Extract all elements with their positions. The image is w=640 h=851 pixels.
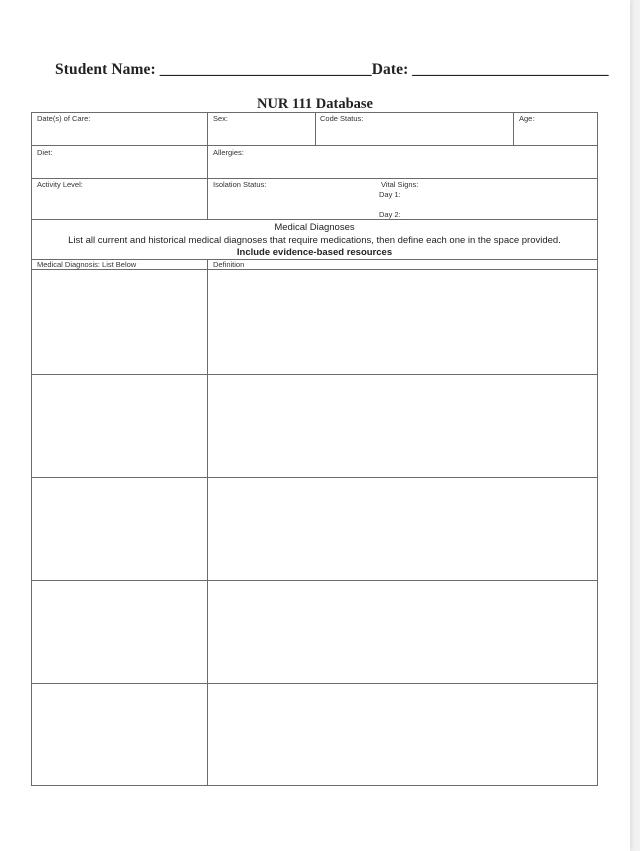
row-divider-3 [32,219,597,220]
allergies-field[interactable]: Allergies: [213,148,244,157]
sex-field[interactable]: Sex: [213,114,229,123]
col-divider-diagnoses [207,259,208,785]
header-line [55,61,609,79]
medical-diagnoses-instructions: List all current and historical medical diagnoses that require medications, then define each one in the space provided. [68,235,561,246]
document-title: NUR 111 Database [256,96,373,112]
database-form [31,112,598,786]
row-divider-2 [32,178,597,179]
col-divider-top [207,113,208,219]
code-status-field[interactable]: Code Status: [320,114,364,123]
vital-signs-label: Vital Signs: [381,180,419,189]
row-divider-8 [32,580,597,581]
dates-of-care-field[interactable]: Date(s) of Care: [37,114,91,123]
activity-level-field[interactable]: Activity Level: [37,180,83,189]
row-divider-5 [32,269,597,270]
col-divider-code [315,113,316,145]
vital-signs-day1-field[interactable]: Day 1: [379,190,401,199]
student-name-field[interactable]: Student Name: ___________________________ [55,61,372,78]
medical-diagnoses-subtitle: Include evidence-based resources [236,247,393,258]
isolation-status-field[interactable]: Isolation Status: [213,180,267,189]
diet-field[interactable]: Diet: [37,148,53,157]
row-divider-7 [32,477,597,478]
col-divider-age [513,113,514,145]
row-divider-9 [32,683,597,684]
medical-diagnoses-title: Medical Diagnoses [274,222,355,233]
vital-signs-day2-field[interactable]: Day 2: [379,210,401,219]
row-divider-1 [32,145,597,146]
diagnosis-column-header: Medical Diagnosis: List Below [37,260,137,269]
date-field[interactable]: Date: _________________________ [371,61,609,78]
age-field[interactable]: Age: [519,114,535,123]
definition-column-header: Definition [213,260,245,269]
row-divider-6 [32,374,597,375]
